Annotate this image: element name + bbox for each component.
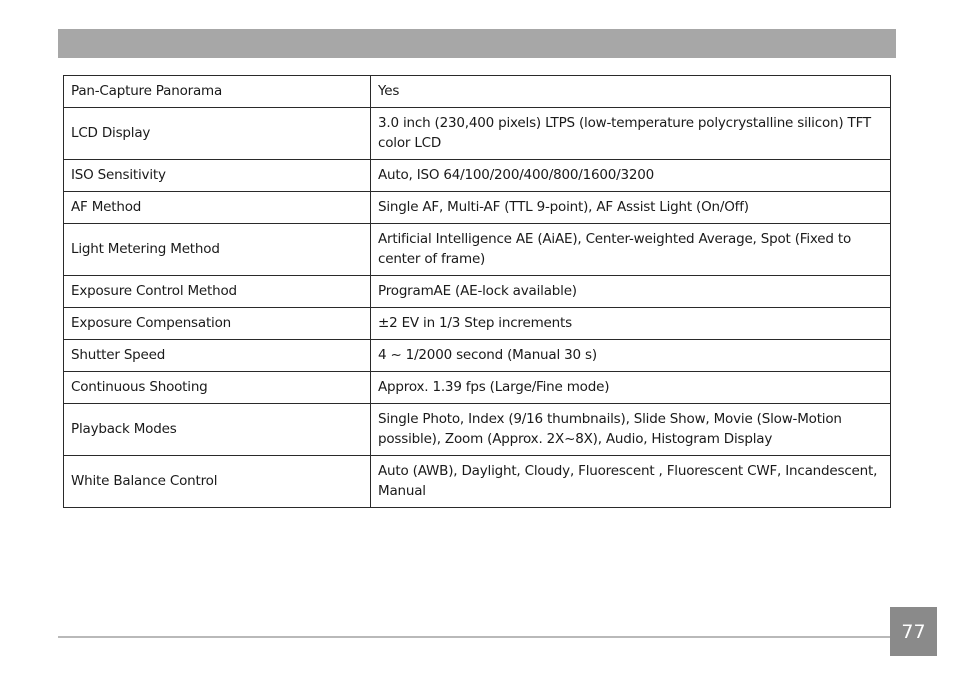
table-row — [64, 404, 891, 456]
page-number: 77 — [890, 607, 937, 656]
spec-label: Exposure Control Method — [64, 276, 371, 308]
spec-value: 4 ~ 1/2000 second (Manual 30 s) — [371, 340, 891, 372]
table-row — [64, 192, 891, 224]
spec-label: Shutter Speed — [64, 340, 371, 372]
spec-label: Pan-Capture Panorama — [64, 76, 371, 108]
spec-label: ISO Sensitivity — [64, 160, 371, 192]
table-row — [64, 108, 891, 160]
spec-label: LCD Display — [64, 108, 371, 160]
spec-label: Exposure Compensation — [64, 308, 371, 340]
table-row — [64, 276, 891, 308]
spec-label: Continuous Shooting — [64, 372, 371, 404]
spec-value: ProgramAE (AE-lock available) — [371, 276, 891, 308]
specifications-table — [63, 75, 891, 508]
table-row — [64, 160, 891, 192]
spec-label: Light Metering Method — [64, 224, 371, 276]
spec-value: Approx. 1.39 fps (Large/Fine mode) — [371, 372, 891, 404]
spec-value: 3.0 inch (230,400 pixels) LTPS (low-temperature polycrystalline silicon) TFT color LCD — [371, 108, 891, 160]
spec-label: White Balance Control — [64, 456, 371, 508]
table-row — [64, 308, 891, 340]
spec-value: Auto (AWB), Daylight, Cloudy, Fluorescent , Fluorescent CWF, Incandescent, Manual — [371, 456, 891, 508]
spec-value: Single Photo, Index (9/16 thumbnails), Slide Show, Movie (Slow-Motion possible), Zoom (Approx. 2X~8X), Audio, Histogram Display — [371, 404, 891, 456]
footer-rule — [58, 636, 890, 638]
spec-value: Auto, ISO 64/100/200/400/800/1600/3200 — [371, 160, 891, 192]
spec-label: Playback Modes — [64, 404, 371, 456]
header-bar — [58, 29, 896, 58]
table-row — [64, 456, 891, 508]
spec-value: Single AF, Multi-AF (TTL 9-point), AF Assist Light (On/Off) — [371, 192, 891, 224]
table-row — [64, 76, 891, 108]
spec-value: ±2 EV in 1/3 Step increments — [371, 308, 891, 340]
spec-value: Artificial Intelligence AE (AiAE), Center-weighted Average, Spot (Fixed to center of frame) — [371, 224, 891, 276]
table-row — [64, 372, 891, 404]
table-row — [64, 224, 891, 276]
spec-label: AF Method — [64, 192, 371, 224]
table-row — [64, 340, 891, 372]
spec-value: Yes — [371, 76, 891, 108]
